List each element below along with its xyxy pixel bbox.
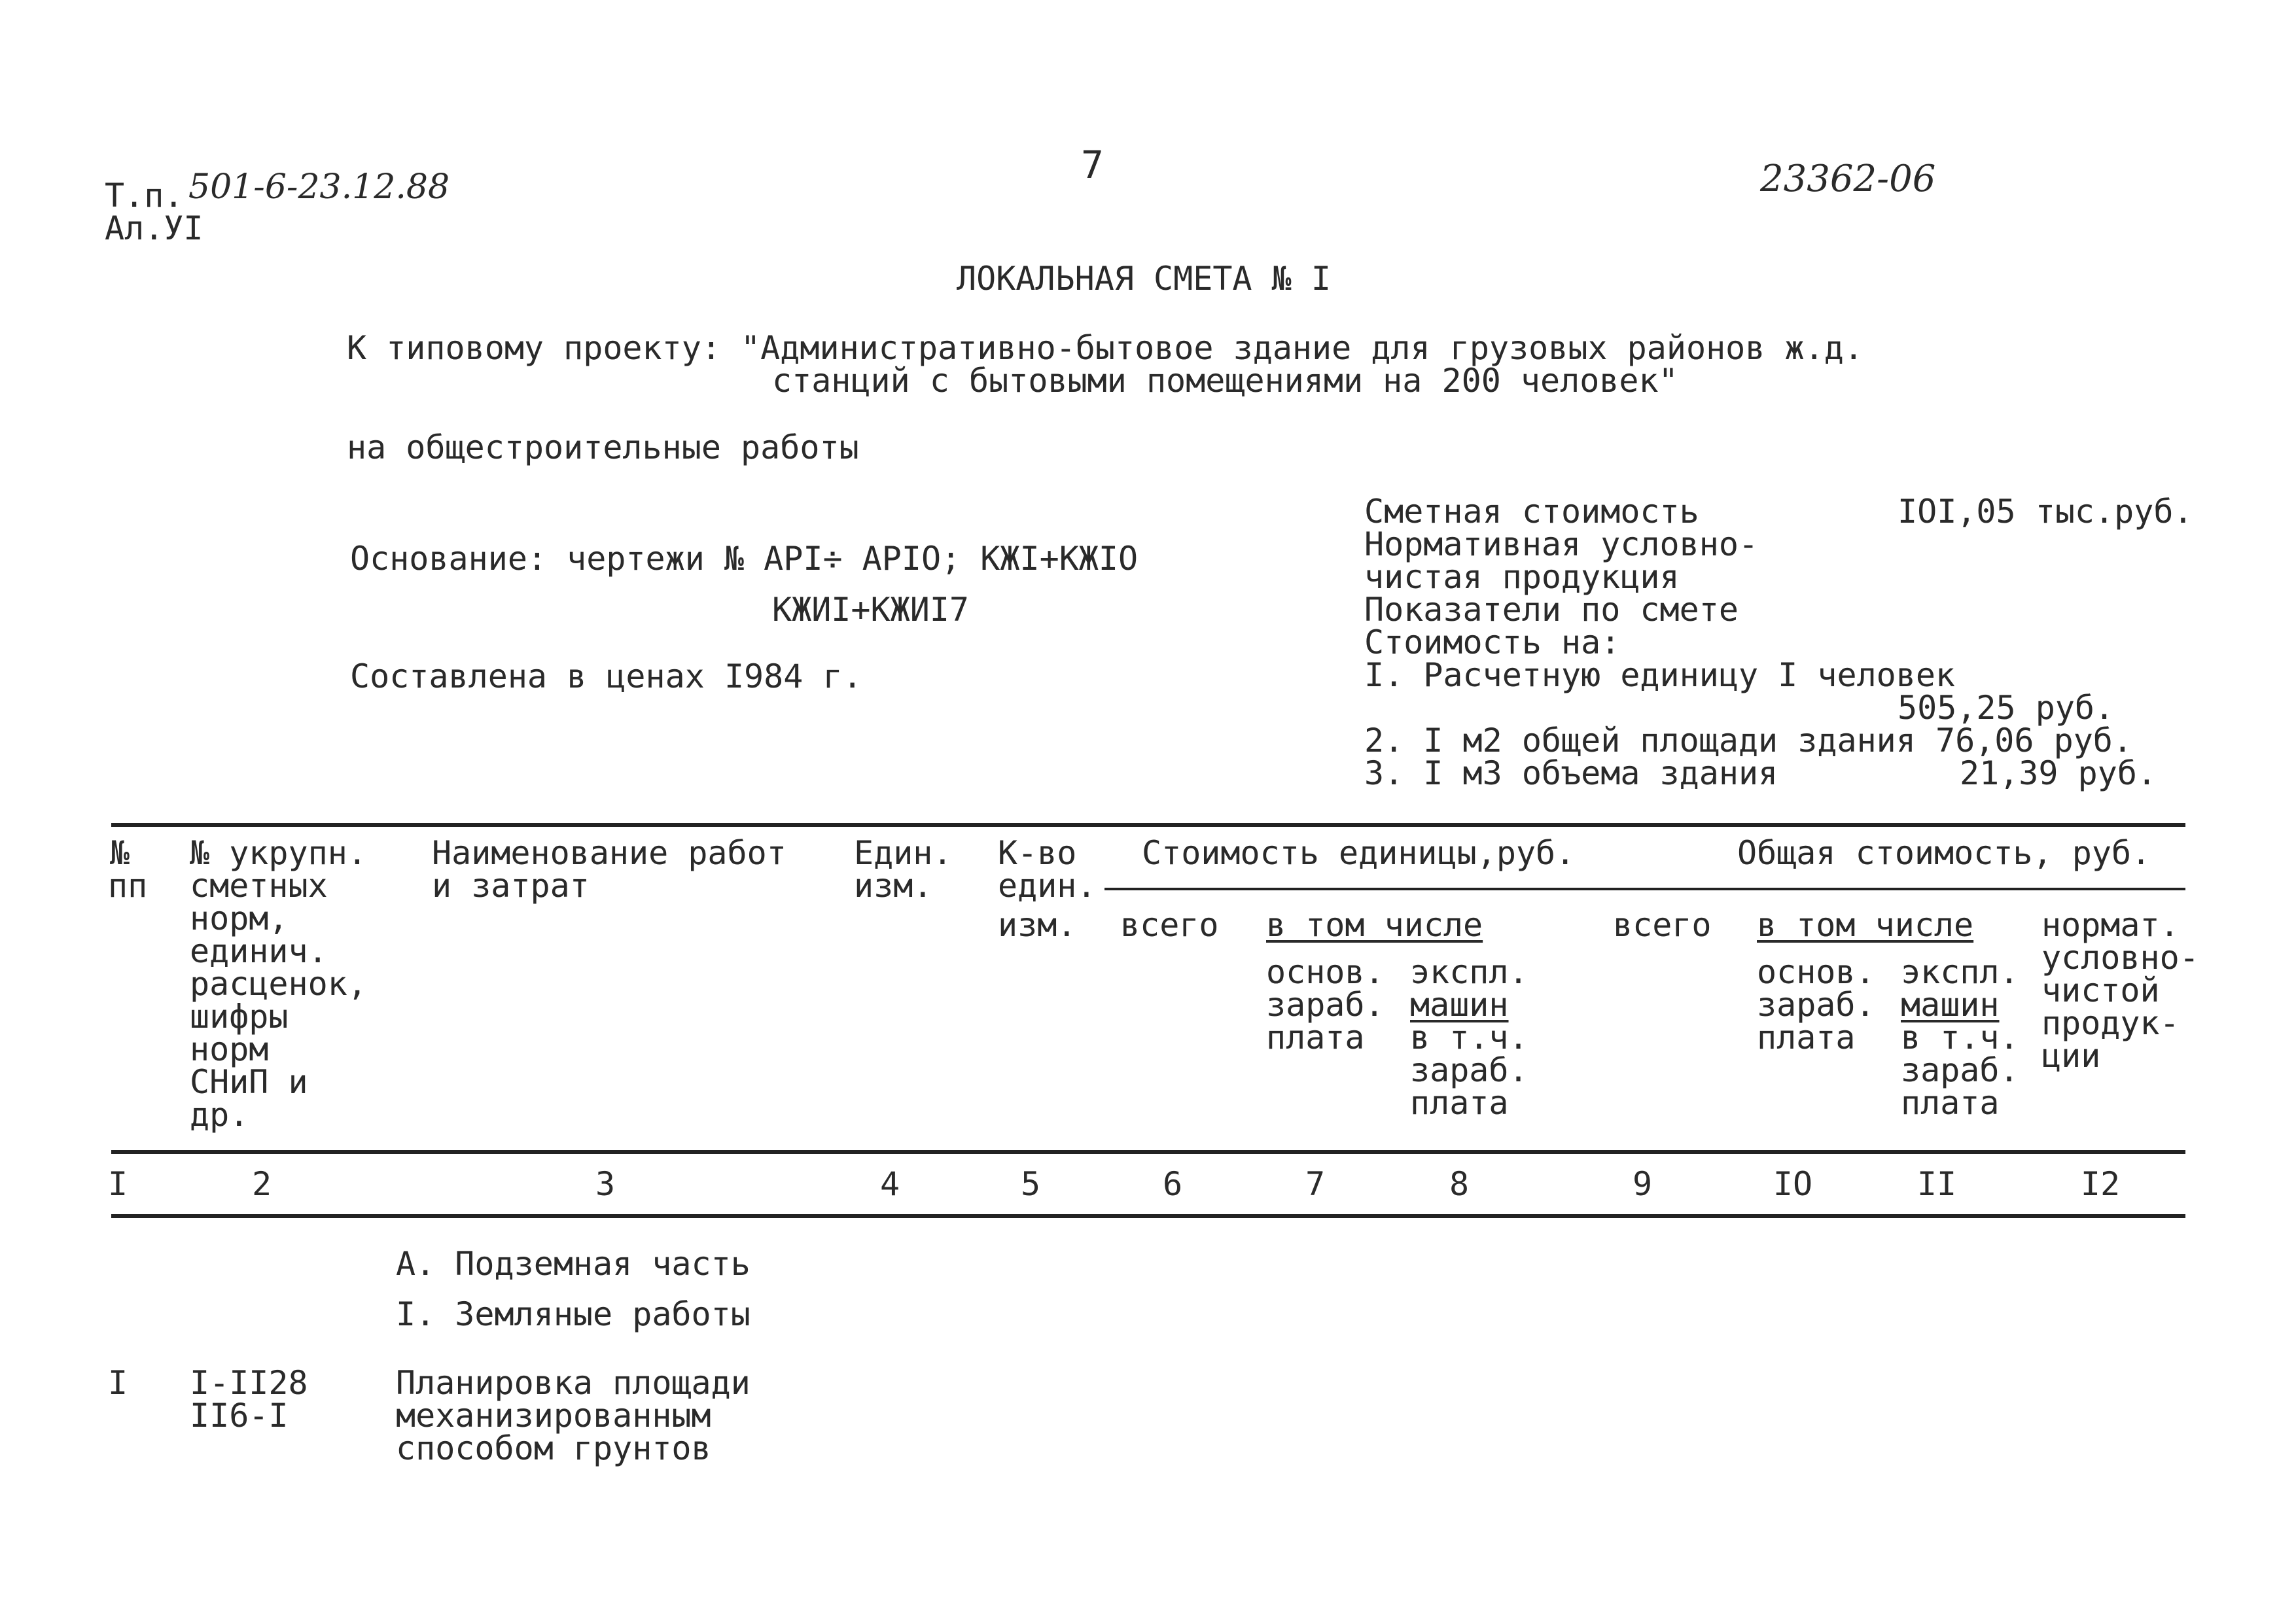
col2-header-line-6: шифры (190, 998, 289, 1036)
cost-on-label: Стоимость на: (1364, 623, 1621, 661)
col-number-6: 6 (1162, 1165, 1183, 1203)
col4-header-line-2: изм. (854, 867, 933, 905)
section-part: А. Подземная часть (396, 1245, 751, 1283)
col-number-9: 9 (1632, 1165, 1653, 1203)
unit-machines-wage-3: плата (1410, 1084, 1509, 1122)
basis-line-1: Основание: чертежи № АРI÷ АРIO; КЖI+КЖIO (350, 540, 1139, 578)
unit-base-wage-1: основ. (1266, 953, 1385, 991)
normative-col-4: продук- (2041, 1004, 2180, 1042)
normative-line-2: чистая продукция (1364, 558, 1680, 596)
group-header-rule (1104, 888, 2185, 890)
col-number-10: IO (1773, 1165, 1813, 1203)
col2-header-line-2: сметных (190, 867, 328, 905)
total-machines-1: экспл. (1901, 953, 2019, 991)
unit-cost-group-header: Стоимость единицы,руб. (1142, 834, 1576, 872)
col5-header-line-2: един. (998, 867, 1097, 905)
indicator-3-value: 21,39 руб. (1960, 754, 2157, 792)
total-cost-group-header: Общая стоимость, руб. (1737, 834, 2151, 872)
table-row-code-2: II6-I (190, 1397, 289, 1435)
unit-incl-header: в том числе (1266, 906, 1483, 944)
normative-col-5: ции (2041, 1037, 2101, 1075)
col2-header-line-7: норм (190, 1030, 269, 1068)
table-top-rule (111, 823, 2185, 827)
col-number-11: II (1916, 1165, 1957, 1203)
col2-header-line-1: № укрупн. (190, 834, 367, 872)
unit-base-wage-2: зараб. (1266, 986, 1385, 1024)
unit-machines-1: экспл. (1410, 953, 1528, 991)
table-row-name-2: механизированным (396, 1397, 711, 1435)
col5-header-line-1: К-во (998, 834, 1077, 872)
numbers-bottom-rule (111, 1214, 2185, 1218)
normative-col-3: чистой (2041, 971, 2160, 1009)
works-type: на общестроительные работы (347, 428, 859, 466)
estimated-cost-label: Сметная стоимость (1364, 493, 1699, 531)
col5-header-line-3: изм. (998, 906, 1077, 944)
total-total-header: всего (1613, 906, 1712, 944)
col-number-1: I (107, 1165, 128, 1203)
col2-header-line-9: др. (190, 1096, 249, 1134)
col-number-4: 4 (879, 1165, 900, 1203)
col-number-8: 8 (1449, 1165, 1470, 1203)
col3-header-line-2: и затрат (432, 867, 590, 905)
indicators-label: Показатели по смете (1364, 591, 1739, 629)
col-number-5: 5 (1020, 1165, 1041, 1203)
project-line-1: К типовому проекту: "Административно-бытовое здание для грузовых районов ж.д. (347, 329, 1863, 367)
table-row-name-1: Планировка площади (396, 1364, 751, 1402)
col1-header-line-1: № (110, 834, 130, 872)
indicator-1: I. Расчетную единицу I человек (1364, 656, 1956, 694)
page-number: 7 (1081, 143, 1104, 187)
unit-machines-2: машин (1410, 986, 1509, 1024)
col2-header-line-3: норм, (190, 899, 289, 937)
indicator-3-label: 3. I м3 объема здания (1364, 754, 1778, 792)
prices-basis: Составлена в ценах I984 г. (350, 657, 862, 695)
normative-col-1: нормат. (2041, 906, 2180, 944)
unit-machines-wage-2: зараб. (1410, 1051, 1528, 1089)
unit-base-wage-3: плата (1266, 1019, 1365, 1056)
indicator-2: 2. I м2 общей площади здания 76,06 руб. (1364, 722, 2132, 759)
total-machines-wage-2: зараб. (1901, 1051, 2019, 1089)
col-number-2: 2 (251, 1165, 272, 1203)
normative-line-1: Нормативная условно- (1364, 525, 1759, 563)
total-machines-wage-1: в т.ч. (1901, 1019, 2019, 1056)
unit-total-header: всего (1120, 906, 1219, 944)
stamp-number: 23362-06 (1760, 158, 1936, 200)
col-number-12: I2 (2080, 1165, 2121, 1203)
col2-header-line-5: расценок, (190, 965, 367, 1003)
total-base-wage-3: плата (1757, 1019, 1856, 1056)
col1-header-line-2: пп (108, 867, 148, 905)
unit-machines-wage-1: в т.ч. (1410, 1019, 1528, 1056)
table-row-number: I (108, 1364, 128, 1402)
total-base-wage-2: зараб. (1757, 986, 1875, 1024)
album-label: Ал.УI (105, 209, 203, 247)
doc-code-handwritten: 501-6-23.12.88 (188, 167, 450, 207)
doc-code-prefix: Т.п. (105, 177, 184, 215)
page-title: ЛОКАЛЬНАЯ СМЕТА № I (957, 260, 1331, 298)
normative-col-2: условно- (2041, 939, 2199, 977)
col3-header-line-1: Наименование работ (432, 834, 786, 872)
table-row-code-1: I-II28 (190, 1364, 308, 1402)
col-number-7: 7 (1305, 1165, 1326, 1203)
indicator-1-value: 505,25 руб. (1898, 689, 2115, 727)
project-line-2: станций с бытовыми помещениями на 200 человек" (772, 362, 1678, 400)
col2-header-line-4: единич. (190, 932, 328, 970)
header-bottom-rule (111, 1150, 2185, 1154)
col-number-3: 3 (595, 1165, 616, 1203)
table-row-name-3: способом грунтов (396, 1429, 711, 1467)
col4-header-line-1: Един. (854, 834, 953, 872)
col2-header-line-8: СНиП и (190, 1063, 308, 1101)
total-machines-2: машин (1901, 986, 2000, 1024)
total-base-wage-1: основ. (1757, 953, 1875, 991)
total-machines-wage-3: плата (1901, 1084, 2000, 1122)
basis-line-2: КЖИI+КЖИI7 (772, 591, 970, 629)
estimated-cost-value: IOI,05 тыс.руб. (1898, 493, 2193, 531)
total-incl-header: в том числе (1757, 906, 1974, 944)
section-subsection: I. Земляные работы (396, 1295, 751, 1333)
